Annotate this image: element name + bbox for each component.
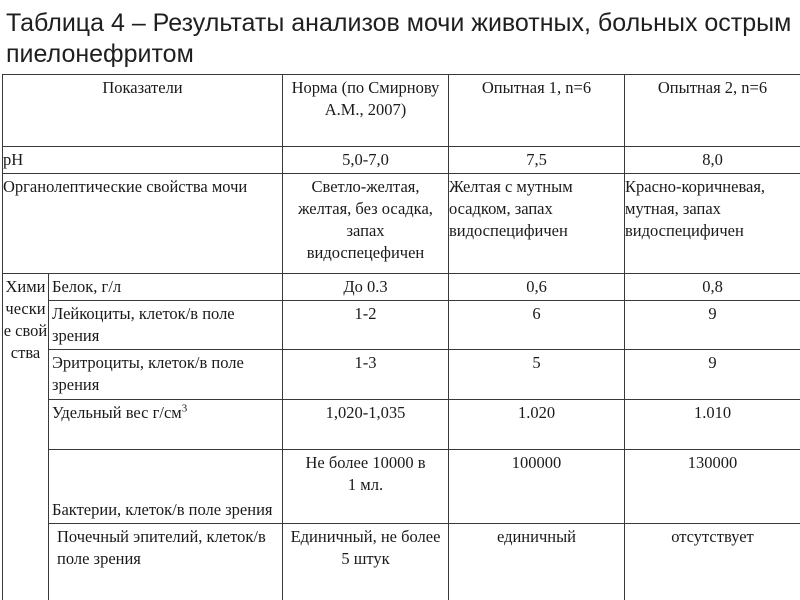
specific-gravity-label-text: Удельный вес г/см <box>52 403 182 422</box>
protein-norm: До 0.3 <box>283 274 449 301</box>
erythrocytes-label: Эритроциты, клеток/в поле зрения <box>49 350 283 400</box>
bacteria-exp2: 130000 <box>625 450 800 524</box>
bacteria-label: Бактерии, клеток/в поле зрения <box>49 450 283 524</box>
ph-label: pH <box>3 147 283 174</box>
results-table <box>2 74 800 600</box>
protein-exp1: 0,6 <box>449 274 625 301</box>
header-exp1: Опытная 1, n=6 <box>449 75 625 147</box>
erythrocytes-norm: 1-3 <box>283 350 449 400</box>
protein-label: Белок, г/л <box>49 274 283 301</box>
specific-gravity-exp2: 1.010 <box>625 400 800 450</box>
specific-gravity-label <box>49 400 283 450</box>
epithelium-label: Почечный эпителий, клеток/в поле зрения <box>49 524 283 600</box>
page-title: Таблица 4 – Результаты анализов мочи животных, больных острым пиелонефритом <box>6 9 792 68</box>
protein-exp2: 0,8 <box>625 274 800 301</box>
ph-norm: 5,0-7,0 <box>283 147 449 174</box>
leukocytes-label: Лейкоциты, клеток/в поле зрения <box>49 301 283 350</box>
table-row-bacteria <box>3 450 800 524</box>
chem-group-label: Химические свойства <box>3 274 49 600</box>
specific-gravity-norm: 1,020-1,035 <box>283 400 449 450</box>
ph-exp2: 8,0 <box>625 147 800 174</box>
bacteria-norm: Не более 10000 в 1 мл. <box>283 450 449 524</box>
header-norm: Норма (по Смирнову А.М., 2007) <box>283 75 449 147</box>
ph-exp1: 7,5 <box>449 147 625 174</box>
organoleptic-norm: Светло-желтая, желтая, без осадка, запах видоспецефичен <box>283 174 449 274</box>
leukocytes-exp1: 6 <box>449 301 625 350</box>
leukocytes-norm: 1-2 <box>283 301 449 350</box>
table-row-organoleptic <box>3 174 800 274</box>
leukocytes-exp2: 9 <box>625 301 800 350</box>
epithelium-norm: Единичный, не более 5 штук <box>283 524 449 600</box>
table-row-ph <box>3 147 800 174</box>
organoleptic-exp2: Красно-коричневая, мутная, запах видоспецифичен <box>625 174 800 274</box>
organoleptic-label: Органолептические свойства мочи <box>3 174 283 274</box>
erythrocytes-exp2: 9 <box>625 350 800 400</box>
header-exp2: Опытная 2, n=6 <box>625 75 800 147</box>
table-row-epithelium <box>3 524 800 600</box>
header-row <box>3 75 800 147</box>
bacteria-exp1: 100000 <box>449 450 625 524</box>
header-indicator: Показатели <box>3 75 283 147</box>
table-row-leukocytes <box>3 301 800 350</box>
table-row-specific-gravity <box>3 400 800 450</box>
epithelium-exp1: единичный <box>449 524 625 600</box>
erythrocytes-exp1: 5 <box>449 350 625 400</box>
specific-gravity-unit-sup: 3 <box>181 402 188 415</box>
specific-gravity-exp1: 1.020 <box>449 400 625 450</box>
table-row-protein <box>3 274 800 301</box>
organoleptic-exp1: Желтая с мутным осадком, запах видоспецифичен <box>449 174 625 274</box>
epithelium-exp2: отсутствует <box>625 524 800 600</box>
table-row-erythrocytes <box>3 350 800 400</box>
